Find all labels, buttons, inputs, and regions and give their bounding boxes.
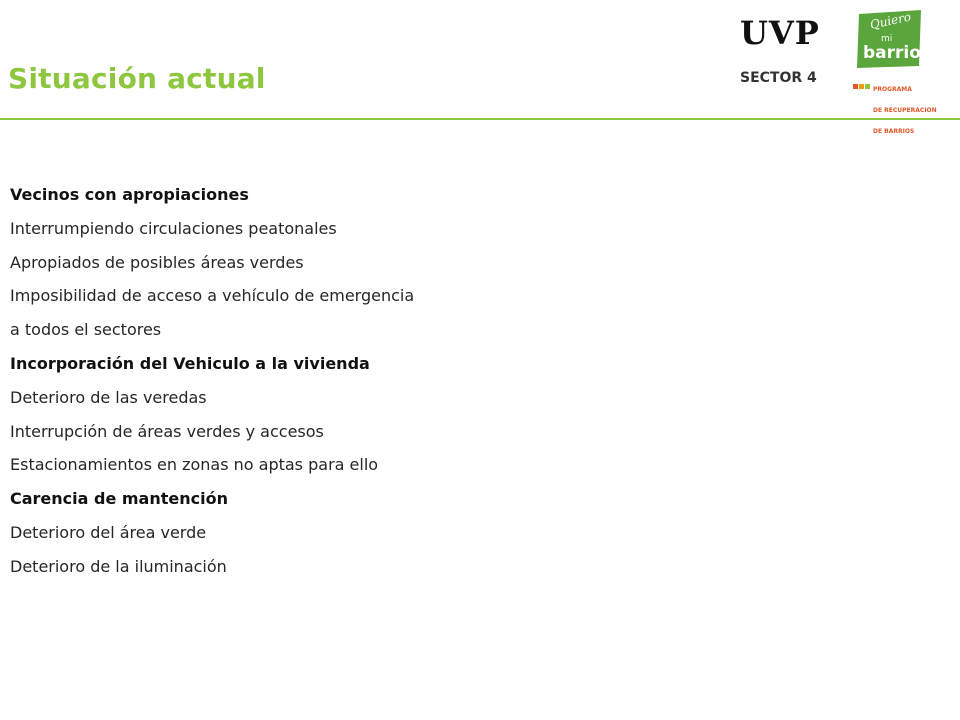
program-line-2: DE RECUPERACION: [873, 107, 937, 114]
list-item: Interrupción de áreas verdes y accesos: [10, 421, 324, 441]
quiero-mi-barrio-logo: [857, 10, 923, 68]
program-squares-icon: [853, 74, 871, 93]
list-item: Interrumpiendo circulaciones peatonales: [10, 218, 337, 238]
org-name: UVP: [740, 14, 820, 52]
sector-label: SECTOR 4: [740, 70, 817, 86]
program-line-1: PROGRAMA: [873, 86, 912, 93]
slide-title: Situación actual: [8, 62, 266, 95]
list-item: Imposibilidad de acceso a vehículo de emergencia: [10, 286, 415, 306]
svg-text:barrio: barrio: [863, 43, 921, 63]
list-item: Apropiados de posibles áreas verdes: [10, 252, 304, 272]
list-item: a todos el sectores: [10, 320, 162, 340]
list-item: Estacionamientos en zonas no aptas para ello: [10, 455, 379, 475]
header-divider: [0, 118, 960, 120]
content-list: [10, 183, 710, 589]
svg-text:Quiero: Quiero: [868, 10, 913, 32]
program-logo: [853, 72, 953, 135]
list-item: Deterioro de la iluminación: [10, 556, 227, 576]
section-heading: Carencia de mantención: [10, 489, 228, 509]
section-heading: Vecinos con apropiaciones: [10, 185, 249, 204]
svg-text:mi: mi: [881, 34, 893, 44]
list-item: Deterioro del área verde: [10, 522, 207, 542]
list-item: Deterioro de las veredas: [10, 387, 207, 407]
program-line-3: DE BARRIOS: [873, 128, 915, 135]
section-heading: Incorporación del Vehiculo a la vivienda: [10, 353, 370, 373]
